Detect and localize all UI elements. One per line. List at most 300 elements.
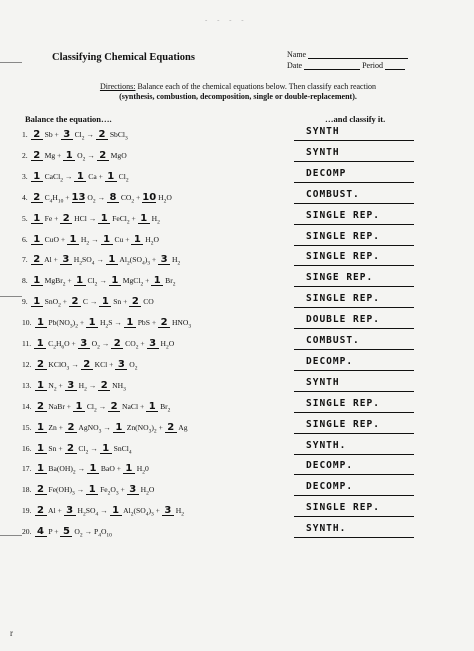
- coefficient-answer: 1: [106, 255, 118, 265]
- formula-text: →: [88, 443, 100, 453]
- subscript: 2: [163, 198, 167, 205]
- subscript: 2: [126, 260, 130, 267]
- coefficient-answer: 3: [158, 255, 170, 265]
- subscript: 2: [81, 135, 85, 142]
- subscript: 2: [181, 511, 184, 518]
- coefficient-answer: 2: [60, 214, 72, 224]
- subscript: 4: [141, 260, 145, 267]
- classification-line: [294, 356, 414, 371]
- formula-text: +: [156, 422, 165, 432]
- subscript: 2: [79, 532, 83, 539]
- equation-number: 7.: [22, 255, 28, 265]
- classification-answer: DECOMP.: [306, 355, 354, 367]
- formula-text: +: [65, 276, 74, 286]
- formula-text: +: [129, 213, 138, 223]
- coefficient-answer: 2: [31, 193, 43, 203]
- formula-text: +: [60, 297, 69, 307]
- subscript: 4: [128, 449, 132, 456]
- equation: [22, 402, 170, 414]
- formula-text: Al: [117, 255, 127, 265]
- coefficient-answer: 5: [60, 527, 72, 537]
- subscript: 3: [188, 323, 192, 330]
- name-line: [308, 50, 408, 59]
- classification-answer: SINGLE REP.: [306, 230, 380, 242]
- coefficient-answer: 2: [65, 423, 77, 433]
- coefficient-answer: 1: [34, 339, 46, 349]
- formula-text: H: [134, 464, 143, 474]
- classification-answer: COMBUST.: [306, 188, 360, 200]
- equation: [22, 151, 127, 163]
- equation-number: 4.: [22, 192, 28, 202]
- subscript: 2: [79, 260, 82, 267]
- name-label: Name: [287, 50, 307, 59]
- coefficient-answer: 3: [115, 360, 127, 370]
- subscript: 2: [150, 240, 154, 247]
- formula-text: →: [69, 359, 81, 369]
- coefficient-answer: 1: [131, 235, 143, 245]
- coefficient-answer: 2: [96, 130, 108, 140]
- subscript: 4: [91, 260, 95, 267]
- formula-text: HNO: [170, 318, 189, 328]
- subscript: 3: [72, 490, 75, 497]
- classification-line: [294, 502, 414, 517]
- formula-text: +: [63, 192, 72, 202]
- formula-text: MgO: [108, 150, 127, 160]
- equation-row: [22, 293, 462, 313]
- equation-number: 9.: [22, 297, 28, 307]
- classification-answer: SINGLE REP.: [306, 293, 380, 305]
- coefficient-answer: 2: [35, 360, 47, 370]
- formula-text: CO: [118, 192, 132, 202]
- equation-number: 11.: [22, 339, 32, 348]
- classification-line: [294, 231, 414, 246]
- classification-line: [294, 419, 414, 434]
- coefficient-answer: 1: [63, 151, 75, 161]
- subscript: 2: [131, 198, 135, 205]
- formula-text: +: [56, 380, 65, 390]
- date-period-field: [287, 61, 405, 70]
- formula-text: S →: [108, 318, 124, 328]
- formula-text: Br: [158, 401, 168, 411]
- classification-line: [294, 460, 414, 475]
- formula-text: O: [110, 485, 116, 495]
- coefficient-answer: 1: [35, 381, 47, 391]
- formula-text: MgBr: [42, 276, 63, 286]
- classification-answer: SINGLE REP.: [306, 397, 380, 409]
- formula-text: 0: [145, 464, 149, 474]
- classification-line: [294, 481, 414, 496]
- classification-answer: SYNTH.: [306, 523, 347, 535]
- formula-text: NaCl +: [120, 401, 147, 411]
- formula-text: Cu +: [112, 234, 132, 244]
- formula-text: H: [158, 339, 166, 348]
- subscript: 2: [142, 469, 146, 476]
- equation-number: 15.: [22, 422, 32, 432]
- classification-line: [294, 168, 414, 183]
- classification-answer: DECOMP: [306, 167, 347, 179]
- formula-text: →: [84, 130, 96, 139]
- directions-text: Balance each of the chemical equations below. Then classify each reaction: [135, 82, 377, 91]
- coefficient-answer: 2: [129, 297, 141, 307]
- subscript: 2: [130, 511, 134, 518]
- coefficient-answer: 3: [127, 485, 139, 495]
- subscript: 2: [58, 302, 61, 309]
- equation-row: [22, 523, 462, 543]
- equation-row: [22, 168, 462, 188]
- classification-line: [294, 272, 414, 287]
- subscript: 2: [94, 281, 98, 288]
- equation-number: 3.: [22, 171, 28, 181]
- equation-row: [22, 335, 462, 355]
- formula-text: →: [75, 464, 87, 474]
- formula-text: ): [144, 255, 148, 265]
- coefficient-answer: 2: [98, 381, 110, 391]
- equation: [22, 276, 176, 288]
- subscript: 4: [49, 198, 53, 205]
- classification-answer: SYNTH: [306, 146, 340, 158]
- equation: [22, 130, 128, 142]
- formula-text: Fe: [98, 485, 108, 495]
- formula-text: H: [143, 234, 151, 244]
- coefficient-answer: 1: [123, 464, 135, 474]
- formula-text: Cl: [116, 171, 126, 181]
- coefficient-answer: 1: [73, 402, 85, 412]
- coefficient-answer: 3: [78, 339, 90, 349]
- formula-text: H: [75, 506, 84, 516]
- formula-text: NaBr +: [46, 401, 73, 411]
- formula-text: SnO: [42, 297, 59, 307]
- formula-text: C: [46, 339, 54, 348]
- formula-text: +: [143, 276, 152, 286]
- equation-row: [22, 440, 462, 460]
- subscript: 3: [115, 490, 119, 497]
- directions-label: Directions:: [99, 82, 136, 91]
- coefficient-answer: 2: [165, 423, 177, 433]
- classification-line: [294, 523, 414, 538]
- subscript: 2: [85, 449, 89, 456]
- subscript: 4: [145, 511, 149, 518]
- formula-text: +: [77, 318, 87, 328]
- equation-row: [22, 356, 462, 376]
- formula-text: O: [153, 234, 160, 244]
- equation: [22, 527, 112, 539]
- formula-text: O +: [64, 339, 78, 348]
- equation: [22, 506, 184, 518]
- formula-text: CO: [141, 297, 154, 307]
- subscript: 4: [95, 511, 99, 518]
- period-label: Period: [362, 61, 383, 70]
- classification-answer: DOUBLE REP.: [306, 314, 380, 326]
- formula-text: PbS +: [135, 318, 159, 328]
- subscript: 3: [148, 428, 152, 435]
- formula-text: →: [95, 192, 107, 202]
- formula-text: H: [76, 380, 85, 390]
- equation: [22, 193, 172, 205]
- subscript: 6: [61, 344, 65, 351]
- formula-text: Pb(NO: [46, 318, 70, 328]
- formula-text: Ca +: [86, 171, 105, 181]
- formula-text: H: [173, 506, 182, 516]
- classification-answer: DECOMP.: [306, 481, 354, 493]
- formula-text: CuO +: [42, 234, 68, 244]
- coefficient-answer: 2: [81, 360, 93, 370]
- formula-text: MgCl: [120, 276, 141, 286]
- formula-text: →: [89, 234, 101, 244]
- formula-text: Ba(OH): [46, 464, 73, 474]
- equation-row: [22, 314, 462, 334]
- formula-text: →: [86, 380, 99, 390]
- coefficient-answer: 10: [142, 191, 157, 203]
- subscript: 2: [146, 490, 149, 497]
- top-smudge-marks: - - - -: [205, 16, 248, 24]
- coefficient-answer: 2: [65, 444, 77, 454]
- coefficient-answer: 1: [35, 444, 47, 454]
- subscript: 4: [98, 532, 101, 539]
- coefficient-answer: 1: [105, 172, 117, 182]
- equation-number: 19.: [22, 506, 32, 516]
- formula-text: KCl +: [92, 359, 116, 369]
- subscript: 2: [126, 219, 130, 226]
- coefficient-answer: 2: [108, 402, 120, 412]
- coefficient-answer: 1: [113, 423, 125, 433]
- subscript: 2: [60, 177, 63, 184]
- formula-text: H: [79, 234, 87, 244]
- formula-text: SnCl: [111, 443, 129, 453]
- subscript: 2: [97, 344, 100, 351]
- formula-text: SO: [82, 255, 92, 265]
- equation: [22, 235, 159, 247]
- equation: [22, 339, 174, 351]
- formula-text: SO: [85, 506, 96, 516]
- coefficient-answer: 2: [31, 151, 43, 161]
- classification-answer: SINGLE REP.: [306, 251, 380, 263]
- formula-text: Al +: [42, 255, 60, 265]
- coefficient-answer: 1: [31, 276, 43, 286]
- formula-text: O: [166, 192, 172, 202]
- formula-text: O: [148, 485, 155, 495]
- equation-row: [22, 147, 462, 167]
- coefficient-answer: 2: [158, 318, 170, 328]
- formula-text: C: [42, 192, 50, 202]
- coefficient-answer: 1: [35, 318, 47, 328]
- subscript: 2: [75, 323, 78, 330]
- formula-text: →: [94, 255, 106, 265]
- classification-line: [294, 126, 414, 141]
- coefficient-answer: 1: [99, 297, 111, 307]
- coefficient-answer: 2: [31, 130, 43, 140]
- equation-number: 13.: [22, 380, 32, 390]
- subscript: 2: [134, 365, 138, 372]
- subscript: 2: [177, 260, 181, 267]
- subscript: 3: [151, 511, 154, 518]
- coefficient-answer: 1: [86, 485, 98, 495]
- equation-row: [22, 272, 462, 292]
- classification-answer: SINGE REP.: [306, 272, 374, 284]
- classify-header: …and classify it.: [325, 114, 386, 124]
- formula-text: FeCl: [110, 213, 127, 223]
- coefficient-answer: 1: [31, 214, 43, 224]
- formula-text: →: [85, 150, 97, 160]
- subscript: 2: [62, 281, 66, 288]
- formula-text: → P: [82, 527, 99, 537]
- subscript: 2: [72, 469, 76, 476]
- classification-line: [294, 210, 414, 225]
- equation: [22, 297, 154, 309]
- equation-number: 16.: [22, 443, 32, 453]
- coefficient-answer: 1: [31, 172, 43, 182]
- formula-text: Cl: [85, 276, 95, 286]
- subscript: 2: [107, 490, 111, 497]
- formula-text: Fe(OH): [46, 485, 73, 495]
- classification-line: [294, 189, 414, 204]
- formula-text: N: [46, 380, 54, 390]
- equation-number: 10.: [22, 318, 32, 328]
- equation-number: 5.: [22, 213, 28, 223]
- classification-answer: SYNTH: [306, 376, 340, 388]
- formula-text: Cl: [84, 401, 95, 411]
- date-line: [304, 61, 360, 70]
- classification-line: [294, 293, 414, 308]
- formula-text: Fe +: [42, 213, 61, 223]
- equation: [22, 172, 129, 184]
- formula-text: (SO: [129, 255, 142, 265]
- coefficient-answer: 8: [107, 193, 119, 203]
- subscript: 2: [157, 219, 160, 226]
- formula-text: O: [127, 359, 135, 369]
- subscript: 2: [82, 156, 86, 163]
- formula-text: NH: [110, 380, 124, 390]
- equation: [22, 360, 137, 372]
- formula-text: +: [134, 192, 143, 202]
- coefficient-answer: 3: [147, 339, 159, 349]
- coefficient-answer: 2: [35, 506, 47, 516]
- formula-text: O: [85, 192, 93, 202]
- equation-row: [22, 398, 462, 418]
- subscript: 2: [83, 511, 86, 518]
- subscript: 3: [66, 365, 70, 372]
- equation-number: 20.: [22, 527, 32, 537]
- coefficient-answer: 1: [86, 318, 98, 328]
- directions: [30, 82, 446, 102]
- equation: [22, 318, 191, 330]
- equation-number: 2.: [22, 150, 28, 160]
- classification-line: [294, 147, 414, 162]
- subscript: 2: [135, 344, 139, 351]
- coefficient-answer: 4: [35, 527, 47, 537]
- coefficient-answer: 1: [124, 318, 136, 328]
- equation-number: 17.: [22, 464, 32, 474]
- formula-text: →: [74, 485, 87, 495]
- subscript: 3: [69, 323, 73, 330]
- formula-text: H: [98, 318, 106, 328]
- classification-answer: SYNTH: [306, 126, 340, 137]
- coefficient-answer: 2: [31, 255, 43, 265]
- equation: [22, 255, 180, 267]
- subscript: 3: [98, 428, 102, 435]
- subscript: 2: [167, 407, 171, 414]
- equation-row: [22, 460, 462, 480]
- equation-row: [22, 377, 462, 397]
- coefficient-answer: 1: [151, 276, 163, 286]
- subscript: 2: [53, 386, 57, 393]
- formula-text: +: [149, 255, 159, 265]
- equation-row: [22, 231, 462, 251]
- equation-number: 14.: [22, 401, 32, 411]
- formula-text: →: [99, 339, 112, 348]
- coefficient-answer: 1: [87, 464, 99, 474]
- formula-text: →: [62, 171, 75, 181]
- coefficient-answer: 3: [65, 381, 77, 391]
- subscript: 2: [92, 198, 96, 205]
- period-line: [385, 61, 405, 70]
- subscript: 2: [94, 407, 97, 414]
- subscript: 3: [147, 260, 150, 267]
- coefficient-answer: 1: [31, 235, 43, 245]
- formula-text: Al +: [46, 506, 64, 516]
- equation-number: 6.: [22, 234, 28, 244]
- formula-text: ): [148, 506, 152, 516]
- classification-line: [294, 398, 414, 413]
- corner-mark: r: [10, 628, 13, 638]
- subscript: 2: [105, 323, 109, 330]
- coefficient-answer: 1: [146, 402, 158, 412]
- formula-text: Sb +: [42, 130, 61, 139]
- formula-text: H: [52, 192, 58, 202]
- formula-text: Br: [163, 276, 173, 286]
- formula-text: →: [101, 422, 113, 432]
- subscript: 2: [86, 240, 90, 247]
- equation: [22, 444, 132, 456]
- formula-text: SbCl: [107, 130, 126, 139]
- classification-answer: SINGLE REP.: [306, 418, 380, 430]
- coefficient-answer: 1: [74, 172, 86, 182]
- formula-text: O: [72, 527, 80, 537]
- equation-number: 18.: [22, 485, 32, 495]
- formula-text: HCl →: [72, 213, 99, 223]
- subscript: 10: [57, 198, 64, 205]
- classification-line: [294, 377, 414, 392]
- formula-text: H: [156, 192, 164, 202]
- classification-answer: SYNTH.: [306, 439, 347, 451]
- subscript: 2: [125, 177, 129, 184]
- classification-line: [294, 335, 414, 350]
- formula-text: H: [55, 339, 62, 348]
- formula-text: Sn +: [111, 297, 130, 307]
- formula-text: Zn +: [46, 422, 65, 432]
- formula-text: (SO: [133, 506, 146, 516]
- coefficient-answer: 1: [138, 214, 150, 224]
- equation-row: [22, 210, 462, 230]
- equation-number: 12.: [22, 359, 32, 369]
- formula-text: H: [71, 255, 80, 265]
- formula-text: H: [170, 255, 178, 265]
- coefficient-answer: 3: [162, 506, 174, 516]
- classification-answer: COMBUST.: [306, 335, 360, 346]
- coefficient-answer: 1: [110, 506, 122, 516]
- formula-text: O: [75, 150, 83, 160]
- coefficient-answer: 13: [71, 191, 86, 203]
- coefficient-answer: 2: [35, 485, 47, 495]
- formula-text: H: [149, 213, 158, 223]
- equation-row: [22, 189, 462, 209]
- name-field: [287, 50, 408, 59]
- balance-header: Balance the equation….: [25, 114, 112, 124]
- reaction-types: (synthesis, combustion, decomposition, single or double-replacement).: [119, 92, 357, 101]
- formula-text: Sn +: [46, 443, 65, 453]
- subscript: 2: [140, 281, 144, 288]
- classification-answer: SINGLE REP.: [306, 502, 380, 514]
- formula-text: ): [151, 422, 154, 432]
